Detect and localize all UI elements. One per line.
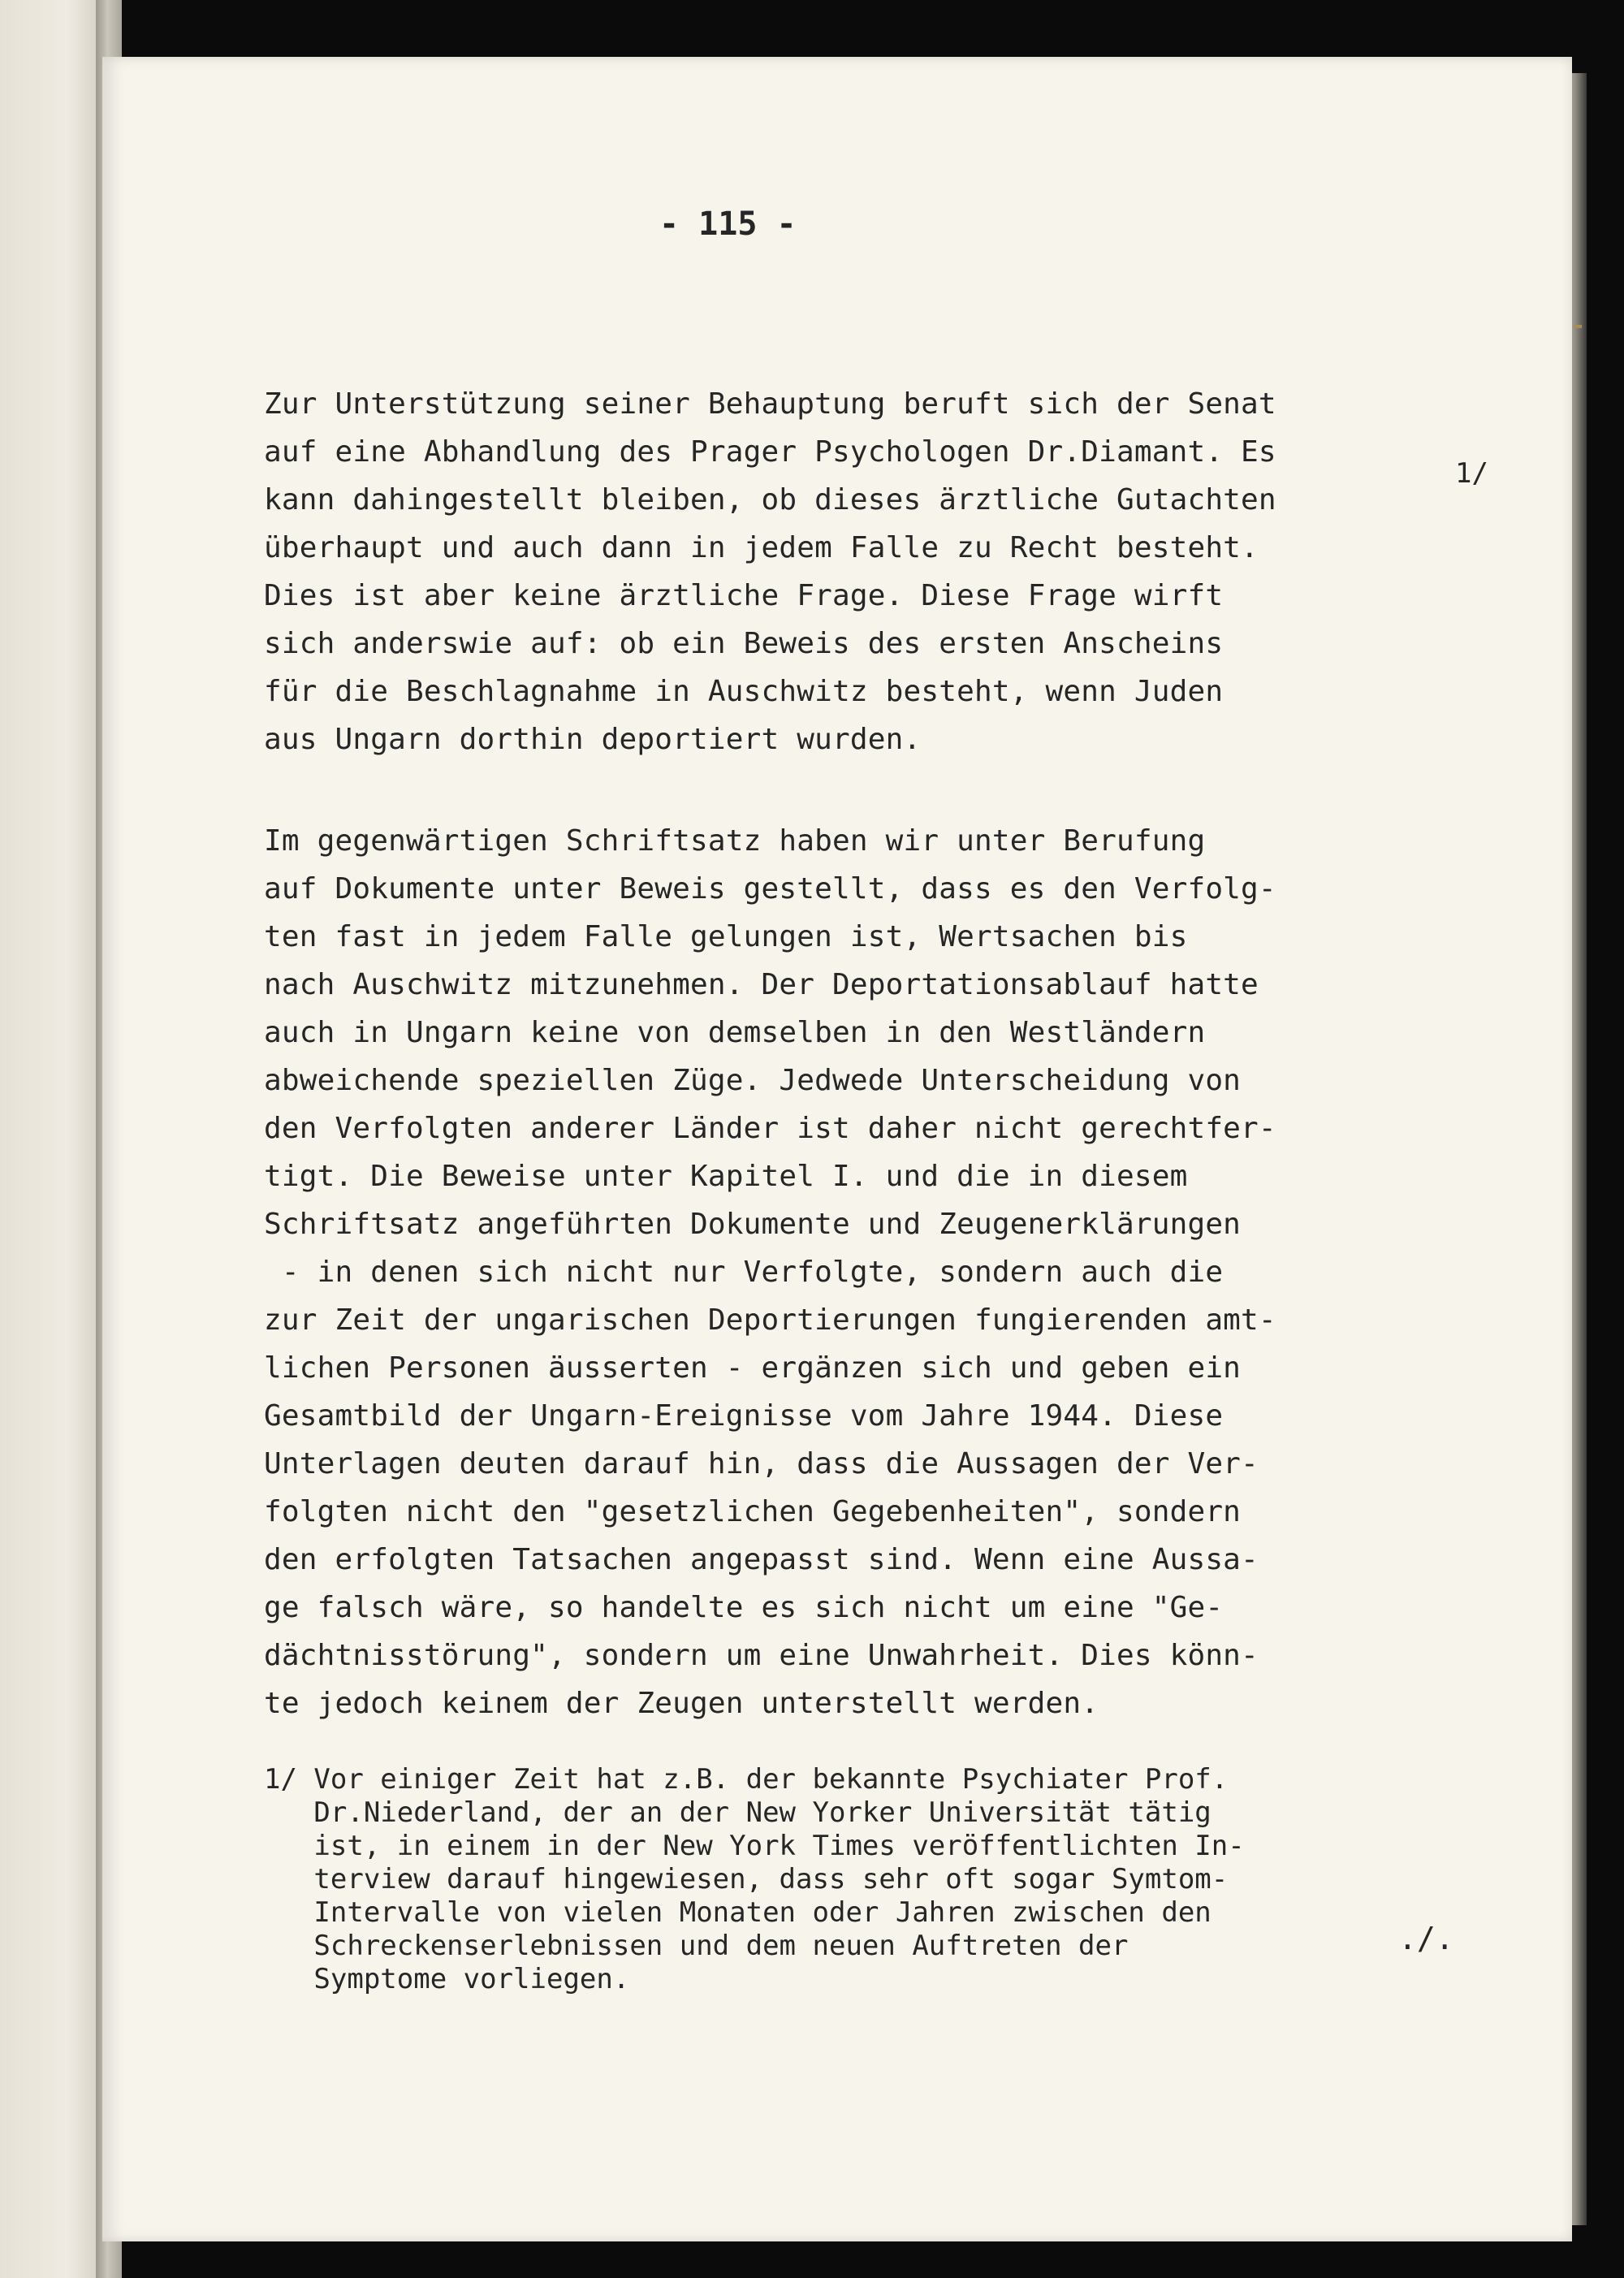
footnote-line: terview darauf hingewiesen, dass sehr oft sogar Symtom- [264, 1863, 1229, 1895]
paragraph-1-line: überhaupt und auch dann in jedem Falle zu Recht besteht. [264, 531, 1259, 564]
paragraph-2-line: auf Dokumente unter Beweis gestellt, dass es den Verfolg- [264, 872, 1276, 906]
paragraph-1-line: kann dahingestellt bleiben, ob dieses ärztliche Gutachten [264, 483, 1276, 517]
footnote-line: Intervalle von vielen Monaten oder Jahren zwischen den [264, 1896, 1212, 1929]
paragraph-2-line: auch in Ungarn keine von demselben in den Westländern [264, 1016, 1206, 1049]
footnote-line: Dr.Niederland, der an der New Yorker Universität tätig [264, 1796, 1212, 1829]
paragraph-2-line: Schriftsatz angeführten Dokumente und Zeugenerklärungen [264, 1208, 1242, 1241]
footnote-line: Symptome vorliegen. [264, 1963, 630, 1995]
paragraph-2-line: tigt. Die Beweise unter Kapitel I. und die in diesem [264, 1160, 1188, 1193]
paragraph-2-line: Unterlagen deuten darauf hin, dass die Aussagen der Ver- [264, 1447, 1259, 1480]
page-number: - 115 - [659, 205, 797, 243]
paragraph-2-line: lichen Personen äusserten - ergänzen sich und geben ein [264, 1351, 1242, 1385]
paragraph-1-line: auf eine Abhandlung des Prager Psychologen Dr.Diamant. Es [264, 435, 1276, 469]
paragraph-2-line: Im gegenwärtigen Schriftsatz haben wir unter Berufung [264, 824, 1206, 858]
footnote-line: ist, in einem in der New York Times veröffentlichten In- [264, 1830, 1245, 1862]
paragraph-1-line: für die Beschlagnahme in Auschwitz besteht, wenn Juden [264, 675, 1224, 708]
paragraph-2-line: ge falsch wäre, so handelte es sich nicht um eine "Ge- [264, 1591, 1224, 1624]
stray-mark [1574, 325, 1582, 328]
paragraph-2-line: zur Zeit der ungarischen Deportierungen fungierenden amt- [264, 1303, 1276, 1337]
paragraph-1-line: Dies ist aber keine ärztliche Frage. Diese Frage wirft [264, 579, 1224, 612]
paragraph-1-line: Zur Unterstützung seiner Behauptung beruft sich der Senat [264, 387, 1276, 421]
paragraph-1-line: aus Ungarn dorthin deportiert wurden. [264, 723, 922, 756]
paragraph-2-line: Gesamtbild der Ungarn-Ereignisse vom Jahre 1944. Diese [264, 1399, 1224, 1433]
paragraph-2-line: den erfolgten Tatsachen angepasst sind. Wenn eine Aussa- [264, 1543, 1259, 1576]
footnote-reference: 1/ [1455, 457, 1488, 490]
paragraph-2-line: abweichende speziellen Züge. Jedwede Unterscheidung von [264, 1064, 1242, 1097]
footnote-line: Schreckenserlebnissen und dem neuen Auftreten der [264, 1930, 1129, 1962]
continuation-mark: ./. [1398, 1921, 1454, 1956]
paragraph-2-line: - in denen sich nicht nur Verfolgte, sondern auch die [264, 1256, 1224, 1289]
paragraph-2-line: te jedoch keinem der Zeugen unterstellt werden. [264, 1687, 1099, 1720]
paragraph-2-line: ten fast in jedem Falle gelungen ist, Wertsachen bis [264, 920, 1188, 953]
paragraph-1-line: sich anderswie auf: ob ein Beweis des ersten Anscheins [264, 627, 1224, 660]
paragraph-2-line: den Verfolgten anderer Länder ist daher nicht gerechtfer- [264, 1112, 1276, 1145]
paragraph-2-line: dächtnisstörung", sondern um eine Unwahrheit. Dies könn- [264, 1639, 1259, 1672]
paragraph-2-line: folgten nicht den "gesetzlichen Gegebenheiten", sondern [264, 1495, 1242, 1528]
footnote-line: 1/ Vor einiger Zeit hat z.B. der bekannte Psychiater Prof. [264, 1763, 1229, 1796]
paragraph-2-line: nach Auschwitz mitzunehmen. Der Deportationsablauf hatte [264, 968, 1259, 1001]
